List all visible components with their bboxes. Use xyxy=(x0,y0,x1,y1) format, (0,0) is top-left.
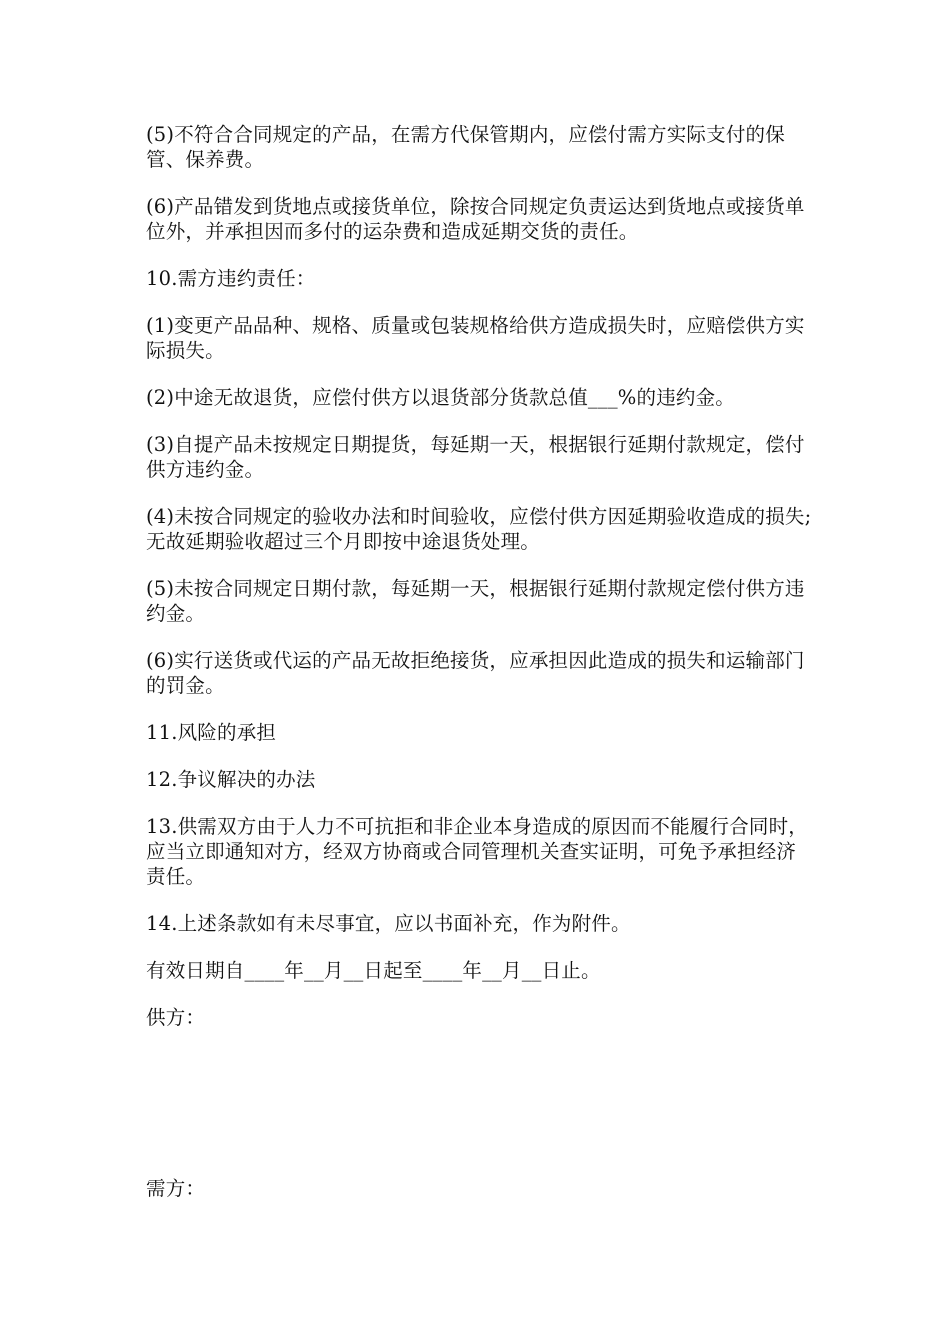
clause-buyer-3: (3)自提产品未按规定日期提货，每延期一天，根据银行延期付款规定，偿付供方违约金。 xyxy=(146,433,805,481)
section-heading-buyer-liability: 10.需方违约责任： xyxy=(146,267,316,290)
validity-period: 有效日期自____年__月__日起至____年__月__日止。 xyxy=(146,959,601,982)
clause-supplement: 14.上述条款如有未尽事宜，应以书面补充，作为附件。 xyxy=(146,912,631,935)
section-heading-risk: 11.风险的承担 xyxy=(146,721,277,744)
clause-buyer-2: (2)中途无故退货，应偿付供方以退货部分货款总值___%的违约金。 xyxy=(146,386,736,409)
signature-spacer xyxy=(146,1052,814,1176)
clause-supplier-6: (6)产品错发到货地点或接货单位，除按合同规定负责运达到货地点或接货单位外，并承担因而多付的运杂费和造成延期交货的责任。 xyxy=(146,195,805,243)
clause-buyer-6: (6)实行送货或代运的产品无故拒绝接货，应承担因此造成的损失和运输部门的罚金。 xyxy=(146,649,805,697)
clause-buyer-5: (5)未按合同规定日期付款，每延期一天，根据银行延期付款规定偿付供方违约金。 xyxy=(146,577,805,625)
clause-supplier-5: (5)不符合合同规定的产品，在需方代保管期内，应偿付需方实际支付的保管、保养费。 xyxy=(146,123,785,171)
clause-buyer-1: (1)变更产品品种、规格、质量或包装规格给供方造成损失时，应赔偿供方实际损失。 xyxy=(146,314,805,362)
buyer-signature-label: 需方： xyxy=(146,1177,206,1200)
section-heading-dispute: 12.争议解决的办法 xyxy=(146,768,316,791)
clause-buyer-4: (4)未按合同规定的验收办法和时间验收，应偿付供方因延期验收造成的损失;无故延期验收超过三个月即按中途退货处理。 xyxy=(146,505,812,553)
clause-force-majeure: 13.供需双方由于人力不可抗拒和非企业本身造成的原因而不能履行合同时，应当立即通知对方，经双方协商或合同管理机关查实证明，可免予承担经济责任。 xyxy=(146,815,809,888)
document-body xyxy=(146,122,814,1223)
supplier-signature-label: 供方： xyxy=(146,1006,206,1029)
